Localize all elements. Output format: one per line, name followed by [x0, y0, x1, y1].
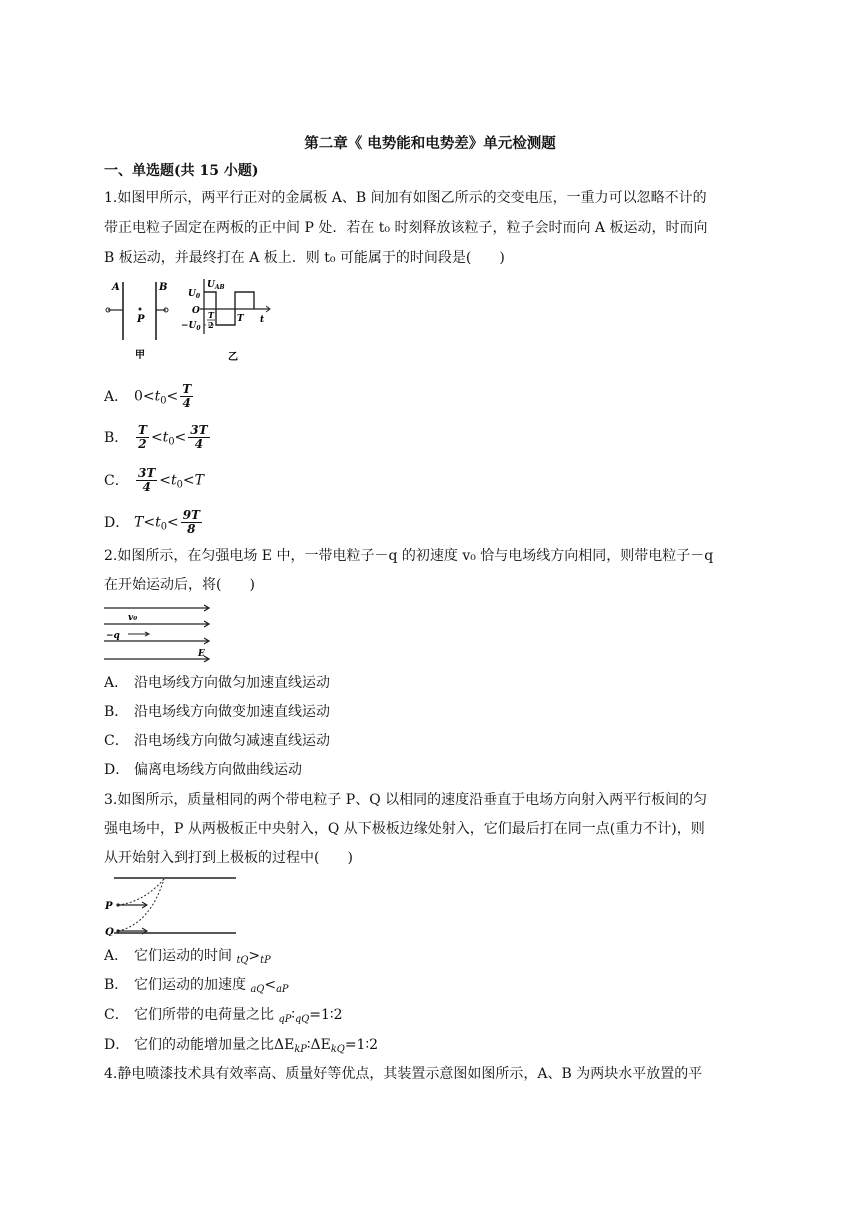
fraction: $\frac{3T}{4}$ [190, 423, 208, 451]
fraction: $\frac{T}{4}$ [182, 382, 192, 410]
q1-line-2: 带正电粒子固定在两板的正中间 P 处．若在 t₀ 时刻释放该粒子，粒子会时而向 A 板运动，时而向 [104, 220, 708, 236]
q1-option-b: B． $\frac{T}{2}$ $<t_0<$ $\frac{3T}{4}$ [104, 423, 208, 451]
q2-figure [104, 602, 214, 664]
neg-u0-label: $-U_0$ [181, 321, 201, 332]
q4-line-1: 4.静电喷漆技术具有效率高、质量好等优点，其装置示意图如图所示，A、B 为两块水平放置的平 [104, 1066, 703, 1082]
half-t-den: 2 [208, 320, 214, 330]
fraction: $\frac{T}{2}$ [138, 423, 147, 451]
q3-line-2: 强电场中，P 从两极板正中央射入，Q 从下极板边缘处射入，它们最后打在同一点(重力不计)，则 [104, 821, 705, 837]
q3-option-c: C． 它们所带的电荷量之比 $_{qP}∶_{qQ}=1∶2$ [104, 1007, 343, 1025]
q1-option-a: A． $0<t_0<$ $\frac{T}{4}$ [104, 382, 192, 410]
section-heading: 一、单选题(共 15 小题) [104, 163, 259, 179]
t-axis-label: t [260, 315, 265, 325]
q2-option-b: B． 沿电场线方向做变加速直线运动 [104, 704, 330, 720]
q2-option-a: A． 沿电场线方向做匀加速直线运动 [104, 675, 330, 691]
particle-p-label: P [105, 901, 113, 912]
u0-label: $U_0$ [188, 289, 201, 300]
figure-caption-yi: 乙 [228, 352, 238, 363]
q2-option-d: D． 偏离电场线方向做曲线运动 [104, 762, 302, 778]
q3-option-b: B． 它们运动的加速度 $_{aQ}<_{aP}$ [104, 977, 289, 995]
v0-label: v₀ [128, 613, 138, 623]
q2-line-2: 在开始运动后，将( ) [104, 577, 255, 593]
q2-option-c: C． 沿电场线方向做匀减速直线运动 [104, 733, 330, 749]
uab-label: $U_{AB}$ [207, 280, 225, 291]
q2-line-1: 2.如图所示，在匀强电场 E 中，一带电粒子－q 的初速度 v₀ 恰与电场线方向相同，则带电粒子－q [104, 548, 714, 564]
fraction: $\frac{9T}{8}$ [182, 508, 200, 536]
q1-figure [104, 278, 274, 363]
q1-option-d: D． $T<t_0<$ $\frac{9T}{8}$ [104, 508, 200, 536]
q1-line-3: B 板运动，并最终打在 A 板上．则 t₀ 可能属于的时间段是( ) [104, 250, 505, 266]
charge-label: −q [106, 631, 120, 641]
t-period-label: T [237, 314, 244, 324]
plate-a-label: A [112, 282, 120, 293]
q3-option-d: D． 它们的动能增加量之比$\Delta E_{kP}∶\Delta E_{kQ}=1∶2$ [104, 1037, 379, 1055]
field-label: E [198, 649, 205, 659]
q3-line-3: 从开始射入到打到上极板的过程中( ) [104, 850, 353, 866]
point-p-label: P [137, 314, 145, 325]
origin-label: O [192, 306, 200, 316]
q3-figure [104, 874, 238, 936]
plate-b-label: B [159, 282, 168, 293]
fraction: $\frac{3T}{4}$ [138, 466, 156, 494]
particle-q-label: Q [105, 927, 114, 936]
figure-caption-jia: 甲 [135, 350, 145, 361]
page-title: 第二章《 电势能和电势差》单元检测题 [304, 135, 556, 152]
q3-option-a: A． 它们运动的时间 $_{tQ}>_{tP}$ [104, 948, 271, 966]
q1-line-1: 1.如图甲所示，两平行正对的金属板 A、B 间加有如图乙所示的交变电压，一重力可以忽略不计的 [104, 190, 707, 206]
q3-line-1: 3.如图所示，质量相同的两个带电粒子 P、Q 以相同的速度沿垂直于电场方向射入两平行板间的匀 [104, 792, 708, 808]
half-t-num: T [208, 310, 214, 320]
q1-option-c: C． $\frac{3T}{4}$ $<t_0<T$ [104, 466, 204, 494]
